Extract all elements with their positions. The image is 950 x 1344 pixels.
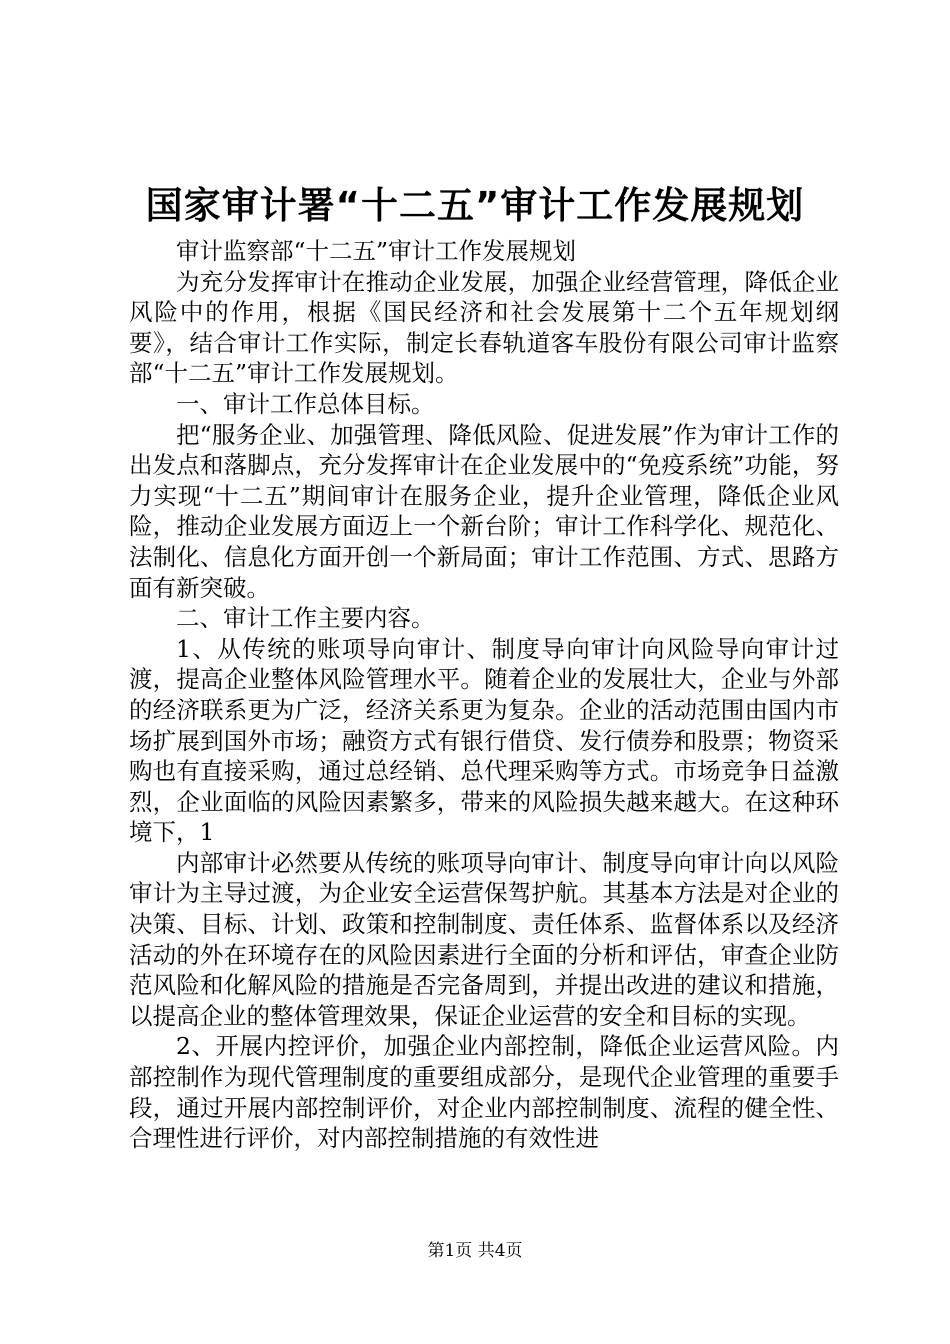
section-heading: 二、审计工作主要内容。 <box>176 604 435 633</box>
body-paragraph: 内部审计必然要从传统的账项导向审计、制度导向审计向以风险审计为主导过渡，为企业安全运营保驾护航。其基本方法是对企业的决策、目标、计划、政策和控制制度、责任体系、监督体系以及经济活动的外在环境存在的风险因素进行全面的分析和评估，审查企业防范风险和化解风险的措施是否完备周到，并提出改进的建议和措施，以提高企业的整体管理效果，保证企业运营的安全和目标的实现。 <box>129 848 839 1030</box>
body-paragraph: 1、从传统的账项导向审计、制度导向审计向风险导向审计过渡，提高企业整体风险管理水平。随着企业的发展壮大，企业与外部的经济联系更为广泛，经济关系更为复杂。企业的活动范围由国内市场扩展到国外市场；融资方式有银行借贷、发行债券和股票；物资采购也有直接采购，通过总经销、总代理采购等方式。市场竞争日益激烈，企业面临的风险因素繁多，带来的风险损失越来越大。在这种环境下，1 <box>129 634 839 847</box>
document-title: 国家审计署“十二五”审计工作发展规划 <box>145 184 805 227</box>
subtitle-paragraph: 审计监察部“十二五”审计工作发展规划 <box>176 237 577 265</box>
section-heading: 一、审计工作总体目标。 <box>176 389 435 418</box>
body-paragraph: 为充分发挥审计在推动企业发展，加强企业经营管理，降低企业风险中的作用，根据《国民经济和社会发展第十二个五年规划纲要》，结合审计工作实际，制定长春轨道客车股份有限公司审计监察部“十二五”审计工作发展规划。 <box>129 267 839 388</box>
document-body <box>129 236 839 1154</box>
body-paragraph: 把“服务企业、加强管理、降低风险、促进发展”作为审计工作的出发点和落脚点，充分发挥审计在企业发展中的“免疫系统”功能，努力实现“十二五”期间审计在服务企业，提升企业管理，降低企业风险，推动企业发展方面迈上一个新台阶；审计工作科学化、规范化、法制化、信息化方面开创一个新局面；审计工作范围、方式、思路方面有新突破。 <box>129 420 839 602</box>
page-number-footer: 第1页 共4页 <box>427 1241 523 1261</box>
body-paragraph: 2、开展内控评价，加强企业内部控制，降低企业运营风险。内部控制作为现代管理制度的重要组成部分，是现代企业管理的重要手段，通过开展内部控制评价，对企业内部控制制度、流程的健全性、合理性进行评价，对内部控制措施的有效性进 <box>129 1032 839 1153</box>
